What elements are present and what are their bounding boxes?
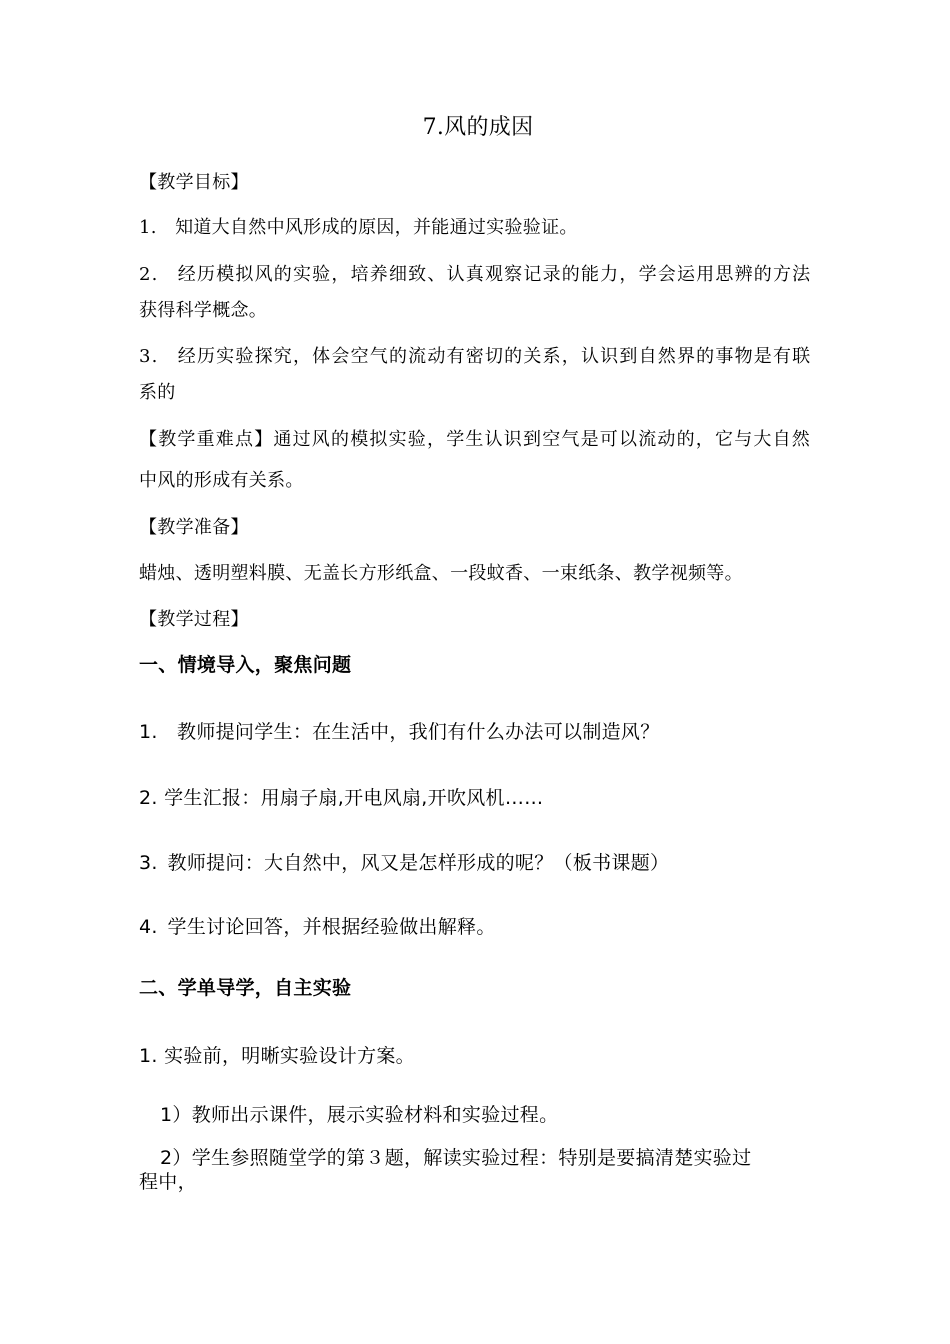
section-1-item-3: 3. 教师提问：大自然中，风又是怎样形成的呢？（板书课题）: [139, 852, 670, 874]
preparation-label: 【教学准备】: [139, 517, 249, 538]
process-label: 【教学过程】: [139, 609, 249, 630]
section-2-heading: 二、学单导学，自主实验: [139, 977, 352, 999]
key-points-line-1: 【教学重难点】通过风的模拟实验，学生认识到空气是可以流动的，它与大自然: [139, 429, 811, 450]
objectives-label: 【教学目标】: [139, 172, 249, 193]
objective-line-2-cont: 获得科学概念。: [139, 300, 268, 321]
section-1-item-2: 2. 学生汇报：用扇子扇,开电风扇,开吹风机……: [139, 787, 544, 809]
section-1-item-4: 4. 学生讨论回答，并根据经验做出解释。: [139, 916, 496, 938]
objective-line-1: 1. 知道大自然中风形成的原因，并能通过实验验证。: [139, 217, 578, 238]
section-2-item-1-sub-2-cont: 程中，: [139, 1171, 197, 1193]
page-title: 7.风的成因: [422, 115, 534, 140]
section-2-item-1: 1. 实验前，明晰实验设计方案。: [139, 1045, 415, 1067]
section-1-item-1: 1. 教师提问学生：在生活中，我们有什么办法可以制造风？: [139, 721, 660, 743]
objective-line-2: 2. 经历模拟风的实验，培养细致、认真观察记录的能力，学会运用思辨的方法: [139, 264, 812, 285]
objective-line-3: 3. 经历实验探究，体会空气的流动有密切的关系，认识到自然界的事物是有联: [139, 346, 812, 367]
section-2-item-1-sub-1: 1）教师出示课件，展示实验材料和实验过程。: [160, 1104, 559, 1126]
key-points-line-2: 中风的形成有关系。: [139, 470, 304, 491]
preparation-text: 蜡烛、透明塑料膜、无盖长方形纸盒、一段蚊香、一束纸条、教学视频等。: [139, 563, 743, 584]
section-1-heading: 一、情境导入，聚焦问题: [139, 654, 352, 676]
section-2-item-1-sub-2: 2）学生参照随堂学的第３题，解读实验过程：特别是要搞清楚实验过: [160, 1147, 752, 1169]
objective-line-3-cont: 系的: [139, 382, 176, 403]
